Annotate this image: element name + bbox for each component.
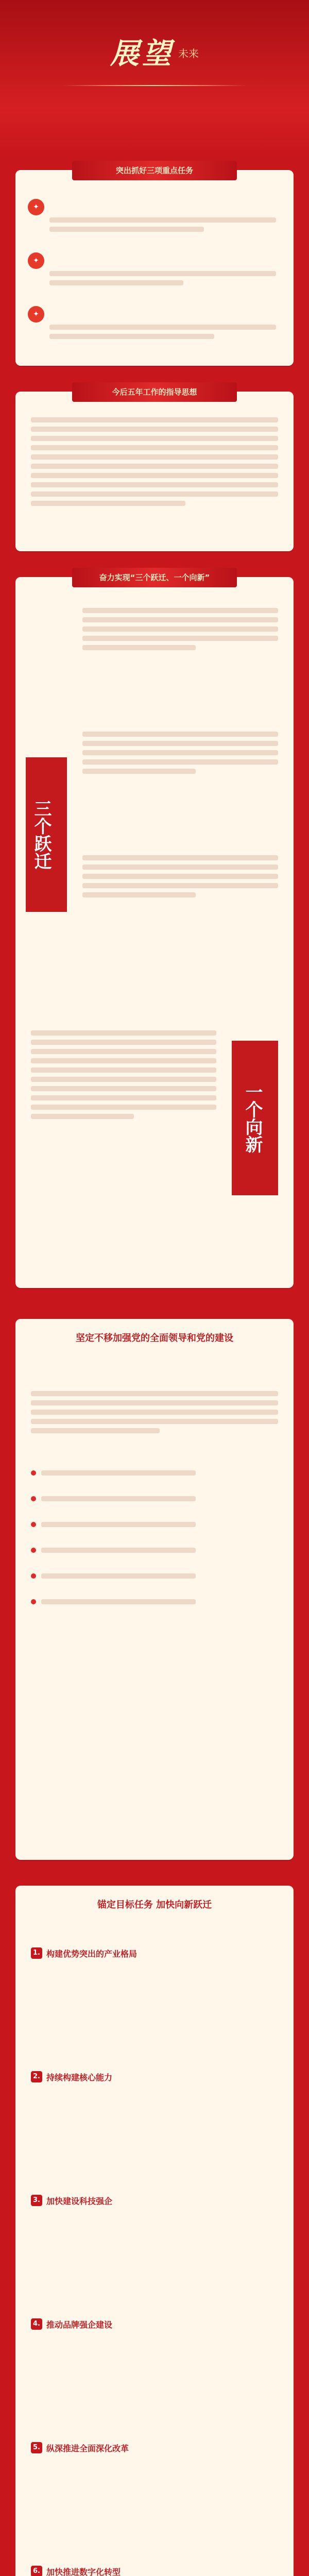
three-leaps-label: 三个跃迁 [26,757,67,912]
hero-title [0,31,309,72]
section-party-building [15,1319,294,1860]
list-item [31,1546,273,1555]
card-guiding-thought [15,387,294,551]
hero-divider [62,85,247,86]
section-b-title: 锚定目标任务 加快向新跃迁 [97,1900,212,1910]
card-heading: 突出抓好三项重点任务 [72,161,237,180]
task-text-3 [49,325,276,343]
hero-title-main: 展望 [110,37,174,71]
numbered-title-2: 持续构建核心能力 [46,2073,113,2082]
card-heading: 今后五年工作的指导思想 [72,382,237,402]
num-chip-2: 2. [31,2071,42,2082]
task-icon-1: ✦ [28,199,44,215]
one-renewal-label: 一个向新 [232,1041,278,1195]
section-a-text [31,1391,278,1437]
list-item [31,1468,273,1478]
list-item [31,1597,273,1606]
guiding-text [31,417,278,510]
list-item [31,1494,273,1503]
section-a-title: 坚定不移加强党的全面领导和党的建设 [76,1333,233,1344]
numbered-title-3: 加快建设科技强企 [46,2196,113,2206]
num-chip-6: 6. [31,2566,42,2576]
leap-text-2 [82,732,278,778]
numbered-title-1: 构建优势突出的产业格局 [46,1949,138,1959]
numbered-title-5: 纵深推进全面深化改革 [46,2444,129,2453]
card-key-tasks [15,166,294,366]
list-item [31,1571,273,1581]
list-item [31,1520,273,1529]
numbered-title-4: 推动品牌强企建设 [46,2320,113,2330]
num-chip-1: 1. [31,1947,42,1959]
task-icon-3: ✦ [28,306,44,323]
num-chip-5: 5. [31,2442,42,2453]
num-chip-4: 4. [31,2318,42,2330]
card-heading: 奋力实现“三个跃迁、一个向新” [72,568,237,587]
hero-banner [0,0,309,155]
task-icon-2: ✦ [28,252,44,269]
section-goals [15,1886,294,2576]
renewal-text [31,1030,216,1123]
hero-title-sub: 未来 [178,47,199,60]
card-leaps [15,573,294,1288]
numbered-title-6: 加快推进数字化转型 [46,2567,121,2576]
task-text-2 [49,271,276,290]
num-chip-3: 3. [31,2195,42,2206]
leap-text-1 [82,608,278,654]
task-text-1 [49,217,276,236]
leap-text-3 [82,855,278,902]
